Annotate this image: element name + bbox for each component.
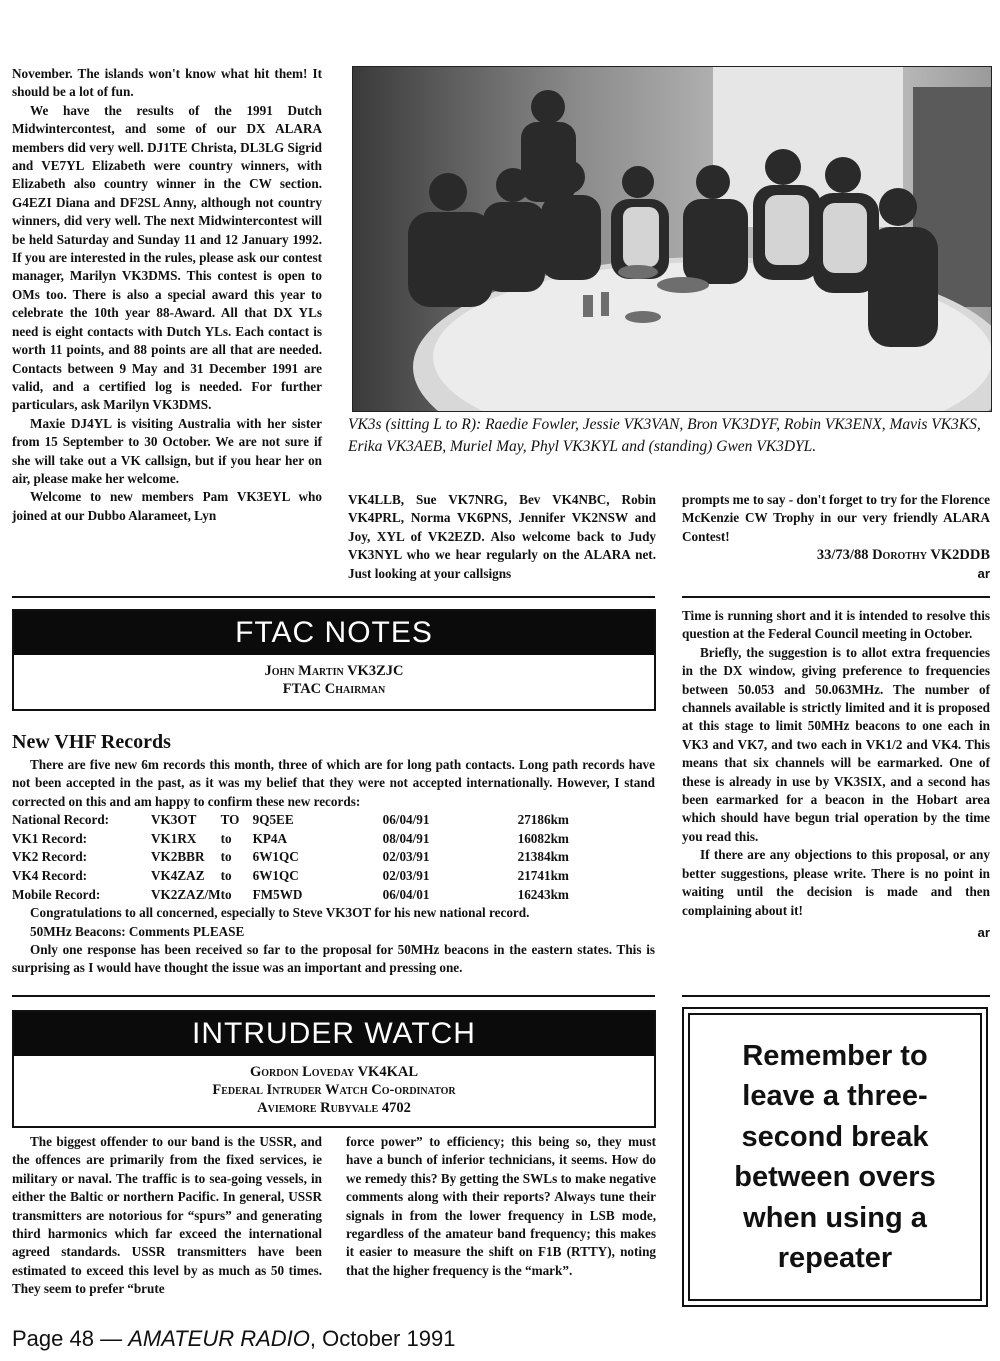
record-row — [12, 886, 608, 905]
ftac-column-right — [682, 607, 990, 942]
reminder-box — [682, 1007, 988, 1307]
record-date: 08/04/91 — [382, 830, 430, 846]
record-row — [12, 848, 608, 867]
vhf-heading: New VHF Records — [12, 731, 171, 753]
page-footer — [12, 1326, 455, 1352]
record-row — [12, 867, 608, 886]
intruder-column-middle: force power” to efficiency; this being so, they must have a bunch of inferior technicians, it seems. How do we remedy this? By getting the SWLs to make negative comments along with their reports? Always tune their signals in from the lower frequency in LSB mode, regardless of the amateur band frequency; this makes it easier to measure the shift on F1B (RTTY), noting that the higher frequency is the “mark”. — [346, 1134, 656, 1278]
ftac-role: FTAC Chairman — [282, 681, 386, 697]
beacons-heading: 50MHz Beacons: Comments PLEASE — [30, 923, 245, 939]
record-type: VK2 Record: — [12, 849, 88, 865]
paragraph: VK4LLB, Sue VK7NRG, Bev VK4NBC, Robin VK4PRL, Norma VK6PNS, Jennifer VK2NSW and Joy, XYL of VK2EZD. Also welcome back to Judy VK3NYL who we hear regularly on the ALARA net. Just looking at your callsigns — [348, 492, 656, 581]
record-dist: 27186km — [517, 812, 569, 828]
vhf-intro: There are five new 6m records this month, three of which are for long path contacts. Long path records have not been accepted in the past, as it was my belief that they were not accepted internationally. However, I stand corrected on this and am happy to confirm these new records: — [12, 757, 655, 809]
record-to: 6W1QC — [252, 868, 299, 883]
group-photo-image — [353, 67, 991, 411]
intruder-column-left: The biggest offender to our band is the USSR, and the offences are primarily from the fixed services, ie military or naval. The traffic is to sea-going vessels, in either the Baltic or northern Pacific. In general, USSR transmitters are notorious for “spurs” and generating third harmonics which far exceed the international agreed standards. USSR transmitters have been estimated to exceed this level by as much as 50 times. They seem to prefer “brute — [12, 1134, 322, 1297]
record-to: KP4A — [252, 830, 288, 846]
end-mark: ar — [977, 565, 990, 581]
footer-page: Page 48 — — [12, 1326, 129, 1351]
record-to: FM5WD — [252, 886, 303, 902]
record-to: 6W1QC — [252, 849, 299, 865]
photo-caption: VK3s (sitting L to R): Raedie Fowler, Jessie VK3VAN, Bron VK3DYF, Robin VK3ENX, Mavis VK3KS, Erika VK3AEB, Muriel May, Phyl VK3KYL and (standing) Gwen VK3DYL. — [348, 416, 981, 455]
footer-date: , October 1991 — [309, 1326, 456, 1351]
intruder-title: INTRUDER WATCH — [14, 1012, 654, 1056]
ftac-title: FTAC NOTES — [14, 611, 654, 655]
alara-column-left — [12, 65, 322, 525]
ftac-header-box — [12, 609, 656, 711]
record-date: 06/04/01 — [382, 886, 430, 902]
record-date: 06/04/91 — [382, 812, 430, 828]
reminder-text: Remember to leave a three-second break between overs when using a repeater — [734, 1039, 936, 1274]
record-dist: 16243km — [517, 886, 569, 902]
record-type: VK1 Record: — [12, 830, 88, 846]
paragraph: We have the results of the 1991 Dutch Midwintercontest, and some of our DX ALARA members did very well. DJ1TE Christa, DL3LG Sigrid and VE7YL Elizabeth were country winners, with Elizabeth also country winner in the CW section. G4EZI Diana and DF2SL Anny, although not country winners, did very well. The next Midwintercontest will be held Saturday and Sunday 11 and 12 January 1992. If you are interested in the rules, please ask our contest manager, Marilyn VK3DMS. This contest is open to OMs too. There is also a special award this year to celebrate the 10th year 88-Award. All that DX YLs need is eight contacts with Dutch YLs. Each contact is worth 11 points, and 88 points are all that are needed. Contacts between 9 May and 31 December 1991 are valid, and a certified log is needed. For further particulars, ask Marilyn VK3DMS. — [12, 102, 322, 413]
section-divider — [682, 995, 990, 997]
record-from: VK1RX — [151, 830, 197, 846]
alara-signature: 33/73/88 Dorothy VK2DDB — [816, 547, 990, 564]
footer-magazine: AMATEUR RADIO — [128, 1326, 310, 1351]
intruder-address: Aviemore Rubyvale 4702 — [257, 1100, 411, 1116]
record-date: 02/03/91 — [382, 868, 430, 883]
record-sep: TO — [220, 812, 240, 828]
alara-column-middle — [348, 491, 656, 583]
section-divider — [12, 995, 655, 997]
paragraph: Time is running short and it is intended to resolve this question at the Federal Council meeting in October. — [682, 608, 990, 642]
section-divider — [12, 596, 655, 598]
intruder-author: Gordon Loveday VK4KAL — [250, 1064, 418, 1080]
record-from: VK2BBR — [151, 849, 205, 865]
record-dist: 16082km — [517, 830, 569, 846]
record-dist: 21741km — [517, 868, 569, 883]
paragraph: November. The islands won't know what hit them! It should be a lot of fun. — [12, 66, 322, 100]
alara-column-right — [682, 491, 990, 583]
record-sep: to — [220, 886, 232, 902]
record-sep: to — [220, 830, 232, 846]
beacons-text: Only one response has been received so far to the proposal for 50MHz beacons in the eastern states. This is surprising as I would have thought the issue was an important and pressing one. — [12, 942, 655, 976]
intruder-role: Federal Intruder Watch Co-ordinator — [212, 1082, 456, 1098]
paragraph: Welcome to new members Pam VK3EYL who joined at our Dubbo Alarameet, Lyn — [12, 489, 322, 523]
record-type: VK4 Record: — [12, 868, 88, 883]
paragraph: Maxie DJ4YL is visiting Australia with her sister from 15 September to 30 October. We are not sure if she will take out a VK callsign, but if you hear her on air, please make her welcome. — [12, 415, 322, 486]
group-photo — [352, 66, 992, 412]
record-sep: to — [220, 849, 232, 865]
record-sep: to — [220, 868, 232, 883]
ftac-author: John Martin VK3ZJC — [264, 663, 404, 679]
record-row — [12, 830, 608, 849]
record-date: 02/03/91 — [382, 849, 430, 865]
vhf-congrats: Congratulations to all concerned, especially to Steve VK3OT for his new national record. — [30, 905, 530, 921]
section-divider — [682, 596, 990, 598]
record-dist: 21384km — [517, 849, 569, 865]
record-from: VK2ZAZ/M — [151, 886, 221, 902]
end-mark: ar — [977, 924, 990, 940]
record-to: 9Q5EE — [252, 812, 294, 828]
vhf-records-section — [12, 730, 655, 978]
paragraph: prompts me to say - don't forget to try for the Florence McKenzie CW Trophy in our very friendly ALARA Contest! — [682, 492, 991, 544]
paragraph: If there are any objections to this proposal, or any better suggestions, please write. There is no point in waiting until the decision is made and then complaining about it! — [682, 847, 990, 918]
intruder-header-box — [12, 1010, 656, 1128]
record-type: National Record: — [12, 812, 110, 828]
paragraph: Briefly, the suggestion is to allot extra frequencies in the DX window, giving preference to frequencies between 50.053 and 50.063MHz. The number of channels available is strictly limited and it is proposed at this stage to limit 50MHz beacons to one each in VK3 and VK7, and two each in VK1/2 and VK4. This means that six channels will be earmarked. One of these is already in use by VK3SIX, and a second has been earmarked for a beacon in the Hobart area which should have begun trial operation by the time you read this. — [682, 644, 990, 844]
record-row — [12, 811, 608, 830]
record-type: Mobile Record: — [12, 886, 101, 902]
record-from: VK3OT — [151, 812, 197, 828]
record-from: VK4ZAZ — [151, 868, 205, 883]
vhf-records-table — [12, 811, 608, 904]
